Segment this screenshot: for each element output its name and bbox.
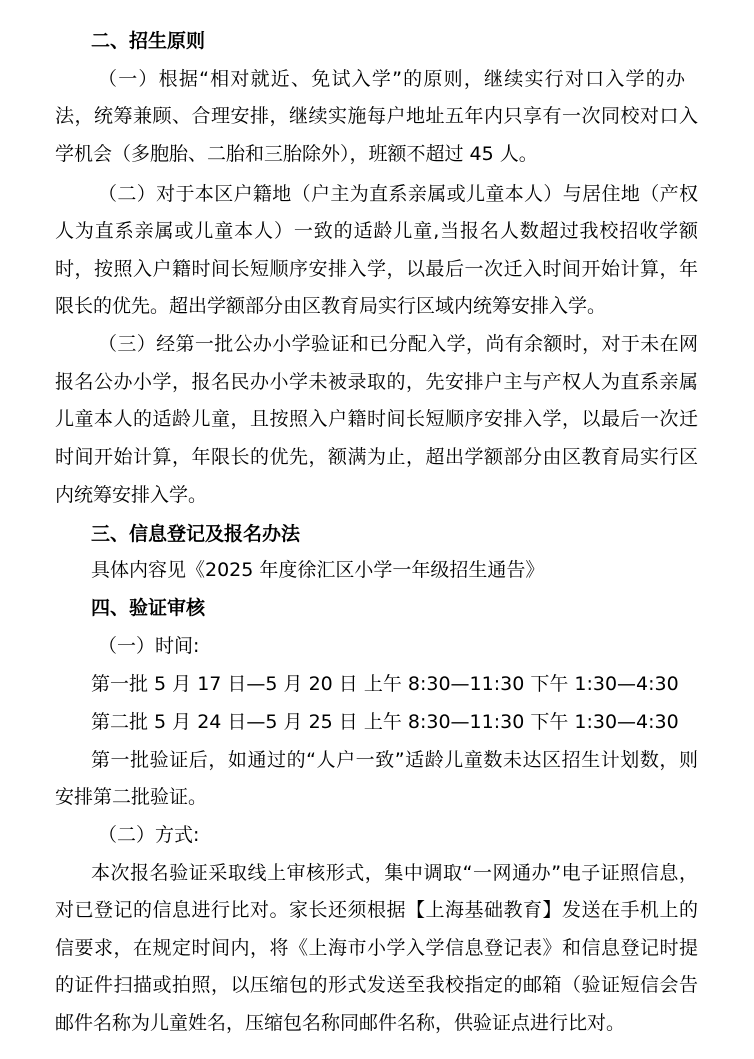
section2-p3-line2: 报名公办小学，报名民办小学未被录取的，先安排户主与产权人为直系亲属 (55, 371, 698, 393)
section2-p2-line1: （二）对于本区户籍地（户主为直系亲属或儿童本人）与居住地（产权 (98, 183, 698, 205)
section4-method-label: （二）方式: (98, 824, 200, 846)
section2-p3-line1: （三）经第一批公办小学验证和已分配入学，尚有余额时，对于未在网 (98, 333, 698, 355)
section2-p2-line2: 人为直系亲属或儿童本人）一致的适龄儿童,当报名人数超过我校招收学额 (55, 220, 698, 242)
section2-p1-line3: 学机会（多胞胎、二胎和三胎除外），班额不超过 45 人。 (55, 143, 538, 165)
section2-p2-line3: 时，按照入户籍时间长短顺序安排入学，以最后一次迁入时间开始计算，年 (55, 258, 698, 280)
section2-p2-line4: 限长的优先。超出学额部分由区教育局实行区域内统筹安排入学。 (55, 295, 607, 317)
section4-batch1: 第一批 5 月 17 日—5 月 20 日 上午 8:30—11:30 下午 1:30—4:30 (91, 673, 679, 695)
section4-method-line3: 信要求，在规定时间内，将《上海市小学入学信息登记表》和信息登记时提 (55, 937, 698, 959)
section4-method-line4: 的证件扫描或拍照，以压缩包的形式发送至我校指定的邮箱（验证短信会告 (55, 974, 698, 996)
section2-p1-line2: 法，统筹兼顾、合理安排，继续实施每户地址五年内只享有一次同校对口入 (55, 105, 698, 127)
section4-method-line2: 对已登记的信息进行比对。家长还须根据【上海基础教育】发送在手机上的 (55, 899, 698, 921)
section3-heading: 三、信息登记及报名办法 (91, 523, 301, 545)
section4-time-label: （一）时间: (98, 635, 200, 657)
section2-p3-line4: 时间开始计算，年限长的优先，额满为止，超出学额部分由区教育局实行区 (55, 446, 698, 468)
section4-note-line1: 第一批验证后，如通过的“人户一致”适龄儿童数未达区招生计划数，则 (91, 749, 698, 771)
section4-note-line2: 安排第二批验证。 (55, 786, 208, 808)
section4-heading: 四、验证审核 (91, 597, 206, 619)
section2-p3-line5: 内统筹安排入学。 (55, 484, 208, 506)
section4-method-line5: 邮件名称为儿童姓名，压缩包名称同邮件名称，供验证点进行比对。 (55, 1012, 626, 1034)
section3-p1: 具体内容见《2025 年度徐汇区小学一年级招生通告》 (91, 559, 545, 581)
section2-heading: 二、招生原则 (91, 30, 206, 52)
section2-p3-line3: 儿童本人的适龄儿童，且按照入户籍时间长短顺序安排入学，以最后一次迁 (55, 408, 698, 430)
section4-method-line1: 本次报名验证采取线上审核形式，集中调取“一网通办”电子证照信息， (91, 862, 698, 884)
section4-batch2: 第二批 5 月 24 日—5 月 25 日 上午 8:30—11:30 下午 1:30—4:30 (91, 711, 679, 733)
section2-p1-line1: （一）根据“相对就近、免试入学”的原则，继续实行对口入学的办 (98, 68, 685, 90)
